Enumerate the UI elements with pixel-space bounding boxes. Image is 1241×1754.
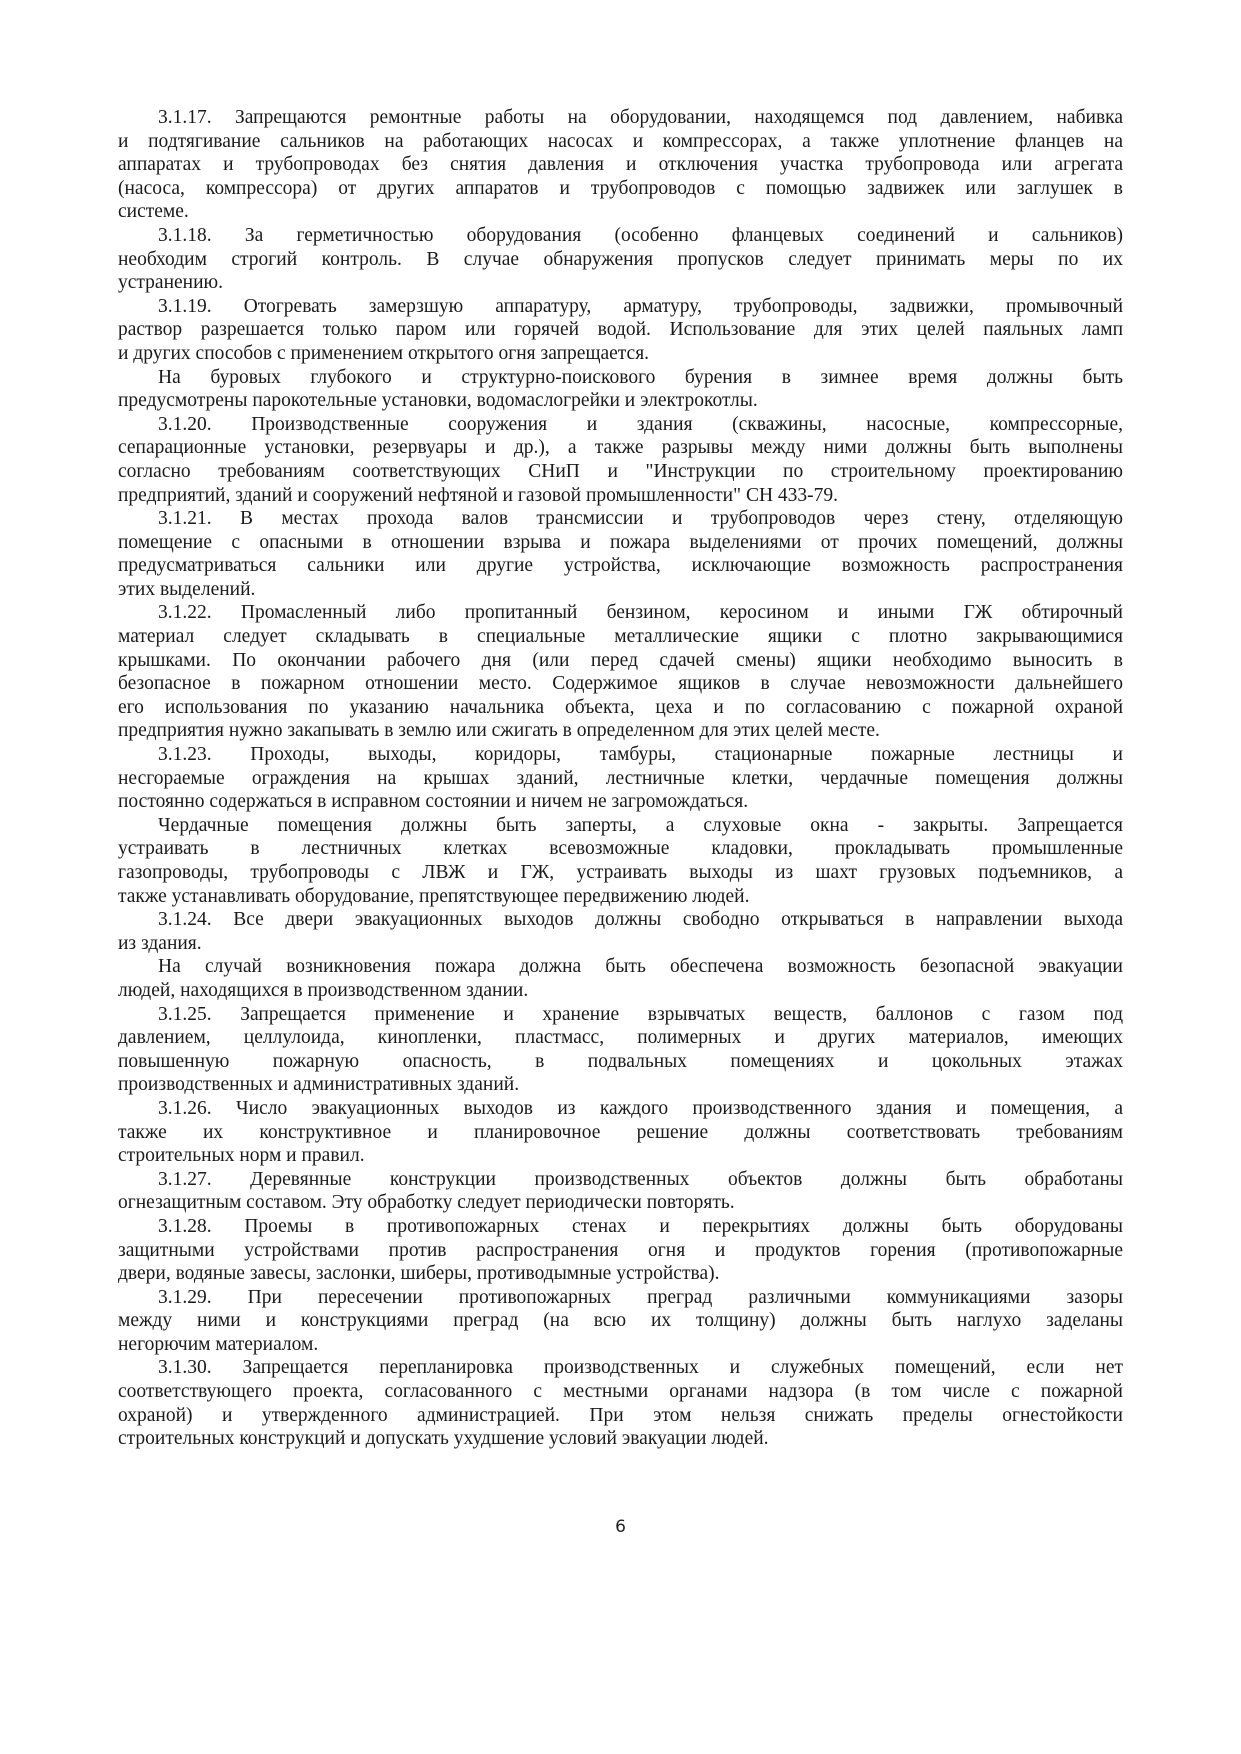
paragraph [118,1286,1123,1357]
paragraph [118,908,1123,955]
text-line: давлением, целлулоида, кинопленки, пластмасс, полимерных и других материалов, имеющих [118,1027,1123,1049]
text-line: сепарационные установки, резервуары и др.), а также разрывы между ними должны быть выполнены [118,437,1123,459]
paragraph [118,413,1123,507]
paragraph [118,106,1123,224]
text-line: (насоса, компрессора) от других аппаратов и трубопроводов с помощью задвижек или заглушек в [118,177,1123,199]
text-line: негорючим материалом. [118,1333,319,1355]
paragraph [118,295,1123,366]
text-line: людей, находящихся в производственном здании. [118,979,529,1001]
text-line: двери, водяные завесы, заслонки, шиберы, противодымные устройства). [118,1263,720,1285]
text-line: 3.1.26. Число эвакуационных выходов из каждого производственного здания и помещения, а [158,1097,1123,1119]
text-line: предусмотрены парокотельные установки, водомаслогрейки и электрокотлы. [118,390,758,412]
text-line: 3.1.23. Проходы, выходы, коридоры, тамбуры, стационарные пожарные лестницы и [158,744,1123,766]
text-line: и подтягивание сальников на работающих насосах и компрессорах, а также уплотнение фланцев на [118,130,1123,152]
text-line: раствор разрешается только паром или горячей водой. Использование для этих целей паяльных ламп [118,319,1123,341]
page-number: 6 [615,1517,626,1537]
text-line: Чердачные помещения должны быть заперты, а слуховые окна - закрыты. Запрещается [158,814,1123,836]
text-line: 3.1.24. Все двери эвакуационных выходов должны свободно открываться в направлении выхода [158,909,1123,931]
text-line: и других способов с применением открытого огня запрещается. [118,342,650,364]
text-line: также устанавливать оборудование, препятствующее передвижению людей. [118,885,750,907]
text-line: между ними и конструкциями преград (на всю их толщину) должны быть наглухо заделаны [118,1310,1123,1332]
text-line: предприятий, зданий и сооружений нефтяной и газовой промышленности" СН 433-79. [118,484,839,506]
paragraph [118,1215,1123,1286]
text-line: огнезащитным составом. Эту обработку следует периодически повторять. [118,1192,735,1214]
text-line: 3.1.25. Запрещается применение и хранение взрывчатых веществ, баллонов с газом под [158,1003,1123,1025]
text-line: системе. [118,201,189,223]
text-line: аппаратах и трубопроводах без снятия давления и отключения участка трубопровода или агрегата [118,154,1123,176]
text-line: строительных конструкций и допускать ухудшение условий эвакуации людей. [118,1428,769,1450]
text-line: охраной) и утвержденного администрацией. При этом нельзя снижать пределы огнестойкости [118,1404,1123,1426]
text-line: крышками. По окончании рабочего дня (или перед сдачей смены) ящики необходимо выносить в [118,649,1123,671]
text-line: 3.1.30. Запрещается перепланировка производственных и служебных помещений, если нет [158,1357,1123,1379]
text-line: 3.1.22. Промасленный либо пропитанный бензином, керосином и иными ГЖ обтирочный [158,602,1123,624]
text-line: материал следует складывать в специальные металлические ящики с плотно закрывающимися [118,626,1123,648]
paragraph [118,366,1123,413]
text-line: этих выделений. [118,578,256,600]
text-line: 3.1.28. Проемы в противопожарных стенах и перекрытиях должны быть оборудованы [158,1215,1123,1237]
paragraph [118,507,1123,601]
document-body [118,106,1123,1451]
text-line: помещение с опасными в отношении взрыва и пожара выделениями от прочих помещений, должны [118,531,1123,553]
paragraph [118,601,1123,743]
text-line: согласно требованиям соответствующих СНиП и "Инструкции по строительному проектированию [118,460,1123,482]
text-line: 3.1.27. Деревянные конструкции производственных объектов должны быть обработаны [158,1168,1123,1190]
text-line: производственных и административных зданий. [118,1074,520,1096]
paragraph [118,955,1123,1002]
text-line: На случай возникновения пожара должна быть обеспечена возможность безопасной эвакуации [158,956,1123,978]
text-line: также их конструктивное и планировочное решение должны соответствовать требованиям [118,1121,1123,1143]
text-line: 3.1.29. При пересечении противопожарных преград различными коммуникациями зазоры [158,1286,1123,1308]
text-line: защитными устройствами против распространения огня и продуктов горения (противопожарные [118,1239,1123,1261]
text-line: постоянно содержаться в исправном состоянии и ничем не загромождаться. [118,791,749,813]
paragraph [118,1356,1123,1450]
text-line: из здания. [118,932,202,954]
text-line: повышенную пожарную опасность, в подвальных помещениях и цокольных этажах [118,1050,1123,1072]
text-line: 3.1.18. За герметичностью оборудования (особенно фланцевых соединений и сальников) [158,224,1123,246]
text-line: предприятия нужно закапывать в землю или сжигать в определенном для этих целей месте. [118,720,880,742]
paragraph [118,224,1123,295]
text-line: несгораемые ограждения на крышах зданий, лестничные клетки, чердачные помещения должны [118,767,1123,789]
text-line: безопасное в пожарном отношении место. Содержимое ящиков в случае невозможности дальнейшего [118,673,1123,695]
paragraph [118,1168,1123,1215]
text-line: его использования по указанию начальника объекта, цеха и по согласованию с пожарной охраной [118,696,1123,718]
text-line: На буровых глубокого и структурно-поискового бурения в зимнее время должны быть [158,366,1123,388]
text-line: устранению. [118,272,223,294]
text-line: 3.1.17. Запрещаются ремонтные работы на оборудовании, находящемся под давлением, набивка [158,107,1123,128]
text-line: 3.1.20. Производственные сооружения и здания (скважины, насосные, компрессорные, [158,413,1123,435]
text-line: газопроводы, трубопроводы с ЛВЖ и ГЖ, устраивать выходы из шахт грузовых подъемников, а [118,862,1123,883]
text-line: соответствующего проекта, согласованного с местными органами надзора (в том числе с пожарной [118,1381,1123,1403]
text-line: 3.1.21. В местах прохода валов трансмиссии и трубопроводов через стену, отделяющую [158,508,1123,530]
paragraph [118,1003,1123,1097]
text-line: 3.1.19. Отогревать замерзшую аппаратуру, арматуру, трубопроводы, задвижки, промывочный [158,295,1123,317]
paragraph [118,1097,1123,1168]
text-line: необходим строгий контроль. В случае обнаружения пропусков следует принимать меры по их [118,248,1123,270]
paragraph [118,743,1123,814]
text-line: устраивать в лестничных клетках всевозможные кладовки, прокладывать промышленные [118,838,1123,860]
text-line: строительных норм и правил. [118,1145,365,1167]
text-line: предусматриваться сальники или другие устройства, исключающие возможность распространения [118,555,1123,577]
paragraph [118,814,1123,908]
